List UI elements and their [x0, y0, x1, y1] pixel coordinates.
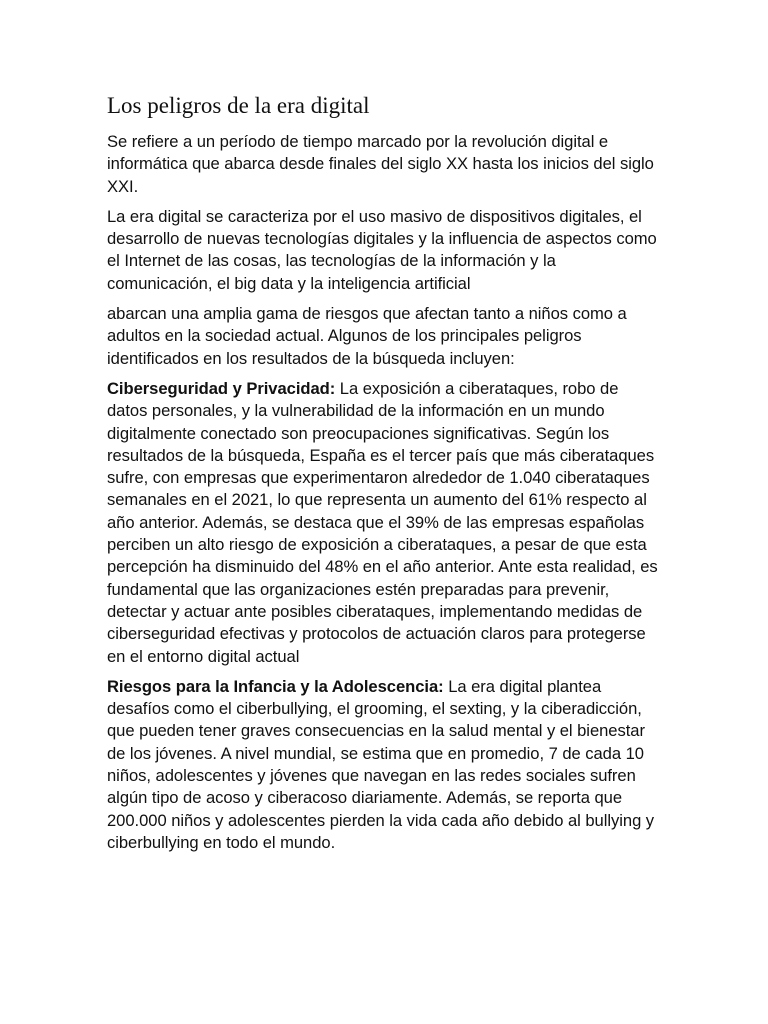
paragraph-cybersecurity: [107, 378, 663, 668]
paragraph-text: La era digital se caracteriza por el uso masivo de dispositivos digitales, el desarrollo de nuevas tecnologías digitales y la influencia de aspectos como el Internet de las cosas, las tecnologías de la información y la comunicación, el big data y la inteligencia artificial: [107, 206, 657, 293]
document-title: Los peligros de la era digital: [107, 93, 370, 118]
section-heading-childhood-risks: Riesgos para la Infancia y la Adolescencia:: [107, 676, 444, 696]
document-body: [107, 90, 663, 862]
paragraph-text: La era digital plantea desafíos como el ciberbullying, el grooming, el sexting, y la ciberadicción, que pueden tener graves consecuencias en la salud mental y el bienestar de los jóvenes. A nivel mundial, se estima que en promedio, 7 de cada 10 niños, adolescentes y jóvenes que navegan en las redes sociales sufren algún tipo de acoso y ciberacoso diariamente. Además, se reporta que 200.000 niños y adolescentes pierden la vida cada año debido al bullying y ciberbullying en todo el mundo.: [107, 676, 655, 852]
paragraph-characteristics: [107, 206, 663, 295]
paragraph-risks-overview: [107, 303, 663, 370]
paragraph-text: abarcan una amplia gama de riesgos que afectan tanto a niños como a adultos en la sociedad actual. Algunos de los principales peligros identificados en los resultados de la búsqueda incluyen:: [107, 304, 627, 368]
paragraph-childhood-risks: [107, 676, 663, 854]
paragraph-text: La exposición a ciberataques, robo de datos personales, y la vulnerabilidad de la información en un mundo digitalmente conectado son preocupaciones significativas. Según los resultados de la búsqueda, España es el tercer país que más ciberataques sufre, con empresas que experimentaron alrededor de 1.040 ciberataques semanales en el 2021, lo que representa un aumento del 61% respecto al año anterior. Además, se destaca que el 39% de las empresas españolas perciben un alto riesgo de exposición a ciberataques, a pesar de que esta percepción ha disminuido del 48% en el año anterior. Ante esta realidad, es fundamental que las organizaciones estén preparadas para prevenir, detectar y actuar ante posibles ciberataques, implementando medidas de ciberseguridad efectivas y protocolos de actuación claros para protegerse en el entorno digital actual: [107, 378, 658, 666]
paragraph-intro: [107, 131, 663, 198]
paragraph-text: Se refiere a un período de tiempo marcado por la revolución digital e informática que abarca desde finales del siglo XX hasta los inicios del siglo XXI.: [107, 132, 654, 196]
section-heading-cybersecurity: Ciberseguridad y Privacidad:: [107, 378, 336, 398]
